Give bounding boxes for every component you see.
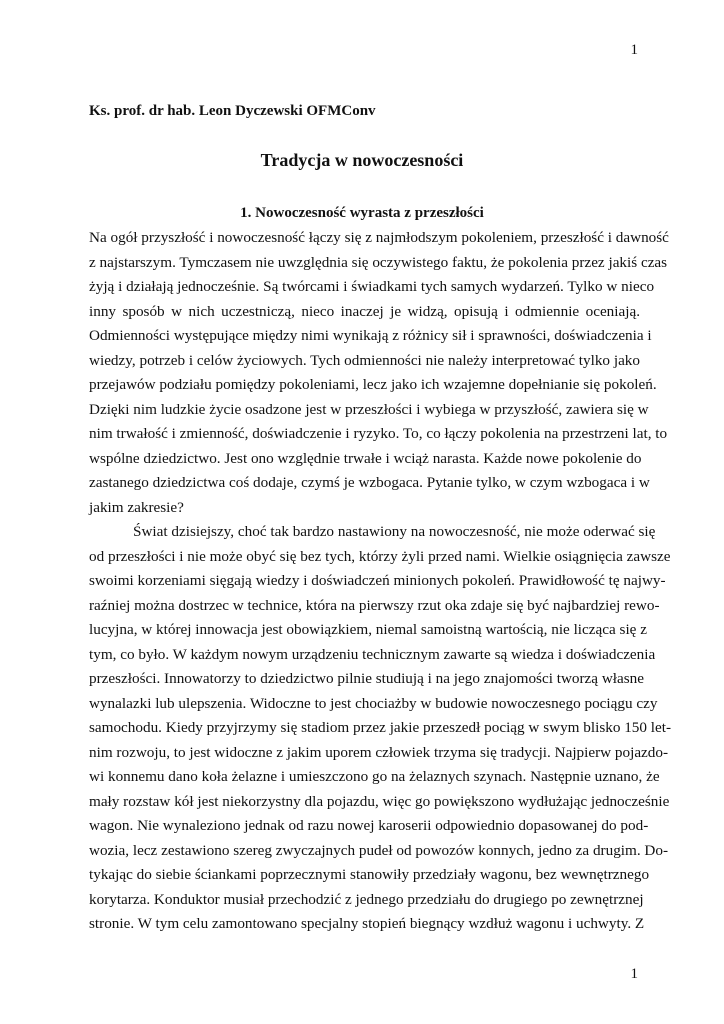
text-line: wi konnemu dano koła żelazne i umieszczono go na żelaznych szynach. Następnie uznano, że	[89, 768, 660, 785]
text-line: lucyjna, w której innowacja jest obowiązkiem, niemal samoistną wartością, nie licząca się z	[89, 621, 647, 638]
document-title: Tradycja w nowoczesności	[260, 150, 464, 170]
text-line: z najstarszym. Tymczasem nie uwzględnia się oczywistego faktu, że pokolenia przez jakiś czas	[89, 253, 668, 271]
text-line: inny sposób w nich uczestniczą, nieco inaczej je widzą, opisują i odmiennie oceniają.	[89, 302, 640, 320]
text-line: wagon. Nie wynaleziono jednak od razu nowej karoserii odpowiednio dopasowanej do pod-	[89, 817, 649, 834]
text-line: tym, co było. W każdym nowym urządzeniu technicznym zawarte są wiedza i doświadczenia	[89, 645, 656, 663]
text-line: żyją i działają jednocześnie. Są twórcami i świadkami tych samych wydarzeń. Tylko w nieco	[89, 278, 655, 295]
text-line: stronie. W tym celu zamontowano specjalny stopień biegnący wzdłuż wagonu i uchwyty. Z	[89, 915, 645, 932]
text-line: zastanego dziedzictwa coś dodaje, czymś je wzbogaca. Pytanie tylko, w czym wzbogaca i w	[89, 474, 650, 491]
text-line: przejawów podziału pomiędzy pokoleniami, lecz jako ich wzajemne dopełnianie się pokoleń.	[89, 376, 657, 393]
section-heading: 1. Nowoczesność wyrasta z przeszłości	[240, 205, 484, 221]
text-line: raźniej można dostrzec w technice, która na pierwszy rzut oka zdaje się być najbardziej rewo-	[89, 596, 660, 614]
text-line: jakim zakresie?	[89, 498, 184, 516]
author-line: Ks. prof. dr hab. Leon Dyczewski OFMConv	[89, 103, 376, 119]
text-line: Świat dzisiejszy, choć tak bardzo nastawiony na nowoczesność, nie może oderwać się	[133, 523, 656, 540]
text-line: mały rozstaw kół jest niekorzystny dla pojazdu, więc go powiększono wydłużając jednocześnie	[89, 792, 670, 810]
text-line: Odmienności występujące między nimi wynikają z różnicy sił i sprawności, doświadczenia i	[89, 327, 652, 344]
text-line: od przeszłości i nie może obyć się bez tych, którzy żyli przed nami. Wielkie osiągnięcia zawsze	[89, 547, 671, 565]
page-number-top: 1	[630, 42, 638, 58]
text-line: Dzięki nim ludzkie życie osadzone jest w przeszłości i wybiega w przyszłość, zawiera się w	[89, 400, 649, 418]
text-line: nim trwałość i zmienność, doświadczenie i ryzyko. To, co łączy pokolenia na przestrzeni lat, to	[89, 425, 668, 442]
text-line: tykając do siebie ściankami poprzecznymi stanowiły przedziały wagonu, bez wewnętrznego	[89, 866, 650, 883]
text-line: wynalazki lub ulepszenia. Widoczne to jest chociażby w budowie nowoczesnego pociągu czy	[89, 694, 658, 712]
text-line: wspólne dziedzictwo. Jest ono względnie trwałe i wciąż narasta. Każde nowe pokolenie do	[89, 449, 642, 467]
text-line: swoimi korzeniami sięgają wiedzy i doświadczeń minionych pokoleń. Prawidłowość tę najwy-	[89, 572, 666, 589]
page-number-bottom: 1	[630, 966, 638, 982]
text-line: korytarza. Konduktor musiał przechodzić z jednego przedziału do drugiego po zewnętrznej	[89, 890, 644, 908]
text-line: samochodu. Kiedy przyjrzymy się stadiom przez jakie przeszedł pociąg w swym blisko 150 let-	[89, 719, 672, 736]
text-line: przeszłości. Innowatorzy to dziedzictwo pilnie studiują i na jego znajomości tworzą własne	[89, 670, 645, 687]
text-line: wiedzy, potrzeb i celów życiowych. Tych odmienności nie należy interpretować tylko jako	[89, 351, 640, 369]
body-text	[89, 226, 672, 937]
text-line: nim rozwoju, to jest widoczne z jakim uporem człowiek trzyma się tradycji. Najpierw pojazdo-	[89, 743, 669, 761]
text-line: Na ogół przyszłość i nowoczesność łączy się z najmłodszym pokoleniem, przeszłość i dawność	[89, 229, 669, 246]
text-line: wozia, lecz zestawiono szereg zwyczajnych pudeł od powozów konnych, jedno za drugim. Do-	[89, 841, 669, 859]
